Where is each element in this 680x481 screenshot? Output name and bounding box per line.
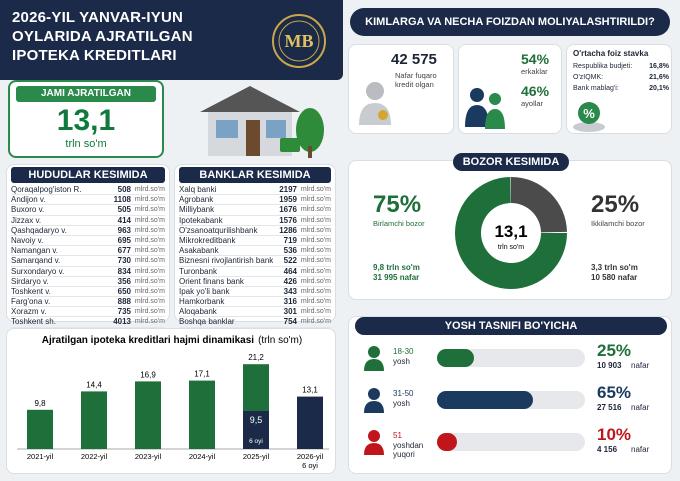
regions-value: 695 [117,235,131,245]
regions-list [7,185,169,328]
regions-value: 505 [117,205,131,215]
banks-unit: mlrd.so'm [300,267,331,275]
page-title: 2026-YIL YANVAR-IYUN OYLARIDA AJRATILGAN IPOTEKA KREDITLARI [12,9,193,64]
banks-row [179,307,331,317]
regions-unit: mlrd.so'm [134,257,165,265]
age-panel [348,316,672,474]
age-range: 51 [393,431,402,440]
age-row [349,385,673,425]
svg-text:MB: MB [284,31,314,51]
age-bar-fill [437,391,533,409]
regions-row [11,256,165,266]
regions-row [11,277,165,287]
primary-label: Birlamchi bozor [373,219,425,228]
regions-name: Andijon v. [11,195,46,205]
age-range: 18-30 [393,347,414,356]
chart-category-label: 2021-yil [26,452,54,461]
regions-row [11,307,165,317]
svg-text:%: % [583,106,595,121]
regions-value: 677 [117,246,131,256]
age-bar-track [437,433,585,451]
banks-value: 719 [283,235,297,245]
chart-category-label: 2026-yil 6 oyi [296,452,324,470]
regions-name: Xorazm v. [11,307,47,317]
banks-unit: mlrd.so'm [300,216,331,224]
banks-unit: mlrd.so'm [300,277,331,285]
chart-category-label: 2023-yil [134,452,162,461]
banks-row [179,246,331,256]
people-card [348,44,454,134]
age-row [349,343,673,383]
market-donut [451,173,571,293]
age-suffix: yosh [393,399,410,408]
banks-unit: mlrd.so'm [300,308,331,316]
regions-name: Farg'ona v. [11,297,51,307]
banks-unit: mlrd.so'm [300,318,331,326]
chart-bar-label: 13,1 [302,385,318,395]
banks-name: Milliybank [179,205,215,215]
regions-unit: mlrd.so'm [134,247,165,255]
rate-value: 16,8% [649,63,669,70]
total-value: 13,1 [56,104,116,137]
men-pct: 54% [521,51,550,67]
regions-unit: mlrd.so'm [134,298,165,306]
banks-row [179,256,331,266]
chart-bar [297,397,323,449]
rate-row [573,83,669,94]
rates-card [566,44,672,134]
banks-unit: mlrd.so'm [300,287,331,295]
banks-value: 522 [283,256,297,266]
banks-row [179,277,331,287]
banks-unit: mlrd.so'm [300,226,331,234]
market-panel [348,156,672,300]
age-title: YOSH TASNIFI BO'YICHA [355,317,667,335]
total-card [8,80,164,158]
chart-bar-label: 21,2 [248,353,264,363]
age-pct: 25% [597,341,632,360]
banks-unit: mlrd.so'm [300,206,331,214]
regions-unit: mlrd.so'm [134,267,165,275]
chart-bar-label: 9,8 [34,398,46,408]
banks-name: Asakabank [179,246,219,256]
secondary-label: Ikkilamchi bozor [591,219,645,228]
banks-value: 1286 [279,225,297,235]
banks-value: 536 [283,246,297,256]
rates-title: O'rtacha foiz stavka [573,49,649,58]
regions-value: 834 [117,266,131,276]
chart-bar-label: 17,1 [194,369,210,379]
banks-unit: mlrd.so'm [300,196,331,204]
regions-row [11,317,165,327]
age-pct: 10% [597,425,632,444]
age-people: 27 516 [597,403,622,412]
regions-unit: mlrd.so'm [134,226,165,234]
secondary-pct: 25% [591,191,640,218]
regions-unit: mlrd.so'm [134,287,165,295]
banks-value: 426 [283,276,297,286]
chart-category-label: 2025-yil [242,452,270,461]
central-bank-logo [272,14,326,68]
banks-title: BANKLAR KESIMIDA [179,167,331,183]
banks-name: Agrobank [179,195,214,205]
total-label: JAMI AJRATILGAN [16,86,156,102]
banks-row [179,226,331,236]
banks-row [179,195,331,205]
regions-name: Namangan v. [11,246,58,256]
regions-value: 4013 [113,317,131,327]
chart-bar-label: 16,9 [140,370,156,380]
regions-value: 735 [117,307,131,317]
banks-name: O'zsanoatqurilishbank [179,225,258,235]
dynamics-chart-panel [6,328,336,474]
regions-unit: mlrd.so'm [134,308,165,316]
regions-unit: mlrd.so'm [134,277,165,285]
gender-card [458,44,562,134]
regions-row [11,226,165,236]
banks-name: Biznesni rivojlantirish bank [179,256,273,266]
banks-panel [174,164,336,327]
banks-name: Hamkorbank [179,297,225,307]
regions-row [11,297,165,307]
regions-row [11,185,165,195]
person-icon [363,387,385,413]
regions-value: 356 [117,276,131,286]
regions-name: Buxoro v. [11,205,45,215]
banks-row [179,236,331,246]
regions-value: 730 [117,256,131,266]
men-label: erkaklar [521,67,548,76]
banks-list [175,185,335,328]
question-header: KIMLARGA VA NECHA FOIZDAN MOLIYALASHTIRILDI? [350,8,670,36]
banks-name: Mikrokreditbank [179,235,236,245]
banks-unit: mlrd.so'm [300,186,331,193]
banks-value: 2197 [279,185,297,194]
regions-name: Toshkent v. [11,286,51,296]
age-people: 10 903 [597,361,622,370]
rates-list [573,61,669,94]
banks-value: 1576 [279,215,297,225]
regions-value: 888 [117,297,131,307]
secondary-amount: 3,3 trln so'm [591,263,638,272]
dynamics-chart [7,329,337,475]
age-bar-fill [437,433,457,451]
banks-unit: mlrd.so'm [300,247,331,255]
banks-value: 464 [283,266,297,276]
age-bar-fill [437,349,474,367]
regions-title: HUDUDLAR KESIMIDA [11,167,165,183]
regions-name: Qoraqalpog'iston R. [11,185,82,194]
regions-name: Sirdaryo v. [11,276,49,286]
banks-unit: mlrd.so'm [300,298,331,306]
regions-name: Samarqand v. [11,256,61,266]
people-label: Nafar fuqaro kredit olgan [395,71,437,89]
regions-value: 963 [117,225,131,235]
banks-row [179,267,331,277]
banks-value: 754 [283,317,297,327]
rate-value: 21,6% [649,74,669,81]
age-bar-track [437,391,585,409]
chart-category-label: 2024-yil [188,452,216,461]
banks-value: 1959 [279,195,297,205]
regions-panel [6,164,170,327]
person-icon [363,429,385,455]
rate-name: Respublika budjeti: [573,63,633,70]
header-banner [0,0,343,80]
regions-unit: mlrd.so'm [134,236,165,244]
age-pct: 65% [597,383,632,402]
regions-unit: mlrd.so'm [134,216,165,224]
rate-name: O'zIQMK: [573,74,604,81]
regions-unit: mlrd.so'm [134,196,165,204]
banks-row [179,297,331,307]
person-icon [363,345,385,371]
chart-bar [27,410,53,449]
age-people-unit: nafar [631,403,650,412]
rate-value: 20,1% [649,85,669,92]
age-row [349,427,673,467]
banks-unit: mlrd.so'm [300,257,331,265]
regions-row [11,195,165,205]
banks-row [179,287,331,297]
regions-value: 414 [117,215,131,225]
rate-row [573,72,669,83]
regions-name: Navoiy v. [11,235,44,245]
donut-center-value: 13,1 [494,222,528,241]
banks-value: 1676 [279,205,297,215]
regions-unit: mlrd.so'm [134,206,165,214]
banks-row [179,216,331,226]
regions-row [11,205,165,215]
banks-name: Ipotekabank [179,215,223,225]
banks-row [179,185,331,195]
secondary-people: 10 580 nafar [591,273,638,282]
regions-value: 1108 [113,195,131,205]
banks-value: 316 [283,297,297,307]
chart-title [42,335,302,346]
banks-value: 301 [283,307,297,317]
chart-category-label: 2022-yil [80,452,108,461]
age-bar-track [437,349,585,367]
banks-name: Orient finans bank [179,276,244,286]
women-pct: 46% [521,83,550,99]
chart-inner-note: 6 oyi [249,438,263,445]
chart-inner-label: 9,5 [249,415,263,425]
regions-name: Jizzax v. [11,215,42,225]
chart-bar-label: 14,4 [86,380,102,390]
primary-amount: 9,8 trln so'm [373,263,420,272]
chart-title-unit: (trln so'm) [258,335,303,346]
banks-name: Turonbank [179,266,217,276]
regions-name: Qashqadaryo v. [11,225,67,235]
age-range: 31-50 [393,389,414,398]
regions-value: 508 [117,185,131,194]
chart-bar [135,381,161,449]
market-title: BOZOR KESIMIDA [453,153,569,171]
people-count: 42 575 [391,51,437,68]
regions-row [11,236,165,246]
primary-pct: 75% [373,191,422,218]
banks-name: Xalq banki [179,185,217,194]
regions-row [11,267,165,277]
regions-value: 650 [117,286,131,296]
banks-unit: mlrd.so'm [300,236,331,244]
regions-name: Toshkent sh. [11,317,56,327]
age-suffix: yoshdan yuqori [393,441,424,459]
primary-people: 31 995 nafar [373,273,420,282]
total-unit: trln so'm [65,138,107,150]
rate-name: Bank mablag'i: [573,85,619,92]
regions-unit: mlrd.so'm [134,186,165,193]
house-illustration [180,78,330,163]
women-label: ayollar [521,99,544,108]
regions-row [11,246,165,256]
rate-row [573,61,669,72]
chart-title-text: Ajratilgan ipoteka kreditlari hajmi dinamikasi [41,335,255,346]
banks-row [179,317,331,327]
regions-row [11,287,165,297]
person-icon [355,79,395,129]
banks-value: 343 [283,286,297,296]
couple-icon [463,85,509,131]
banks-name: Boshqa banklar [179,317,235,327]
chart-bar [81,391,107,449]
regions-unit: mlrd.so'm [134,318,165,326]
banks-row [179,205,331,215]
banks-name: Aloqabank [179,307,217,317]
age-suffix: yosh [393,357,410,366]
age-people-unit: nafar [631,445,650,454]
percent-icon [571,99,607,133]
donut-center-unit: trln so'm [497,244,525,251]
regions-row [11,216,165,226]
age-people: 4 156 [597,445,618,454]
banks-name: Ipak yo'li bank [179,286,230,296]
age-people-unit: nafar [631,361,650,370]
chart-bar [189,381,215,449]
regions-name: Surxondaryo v. [11,266,65,276]
